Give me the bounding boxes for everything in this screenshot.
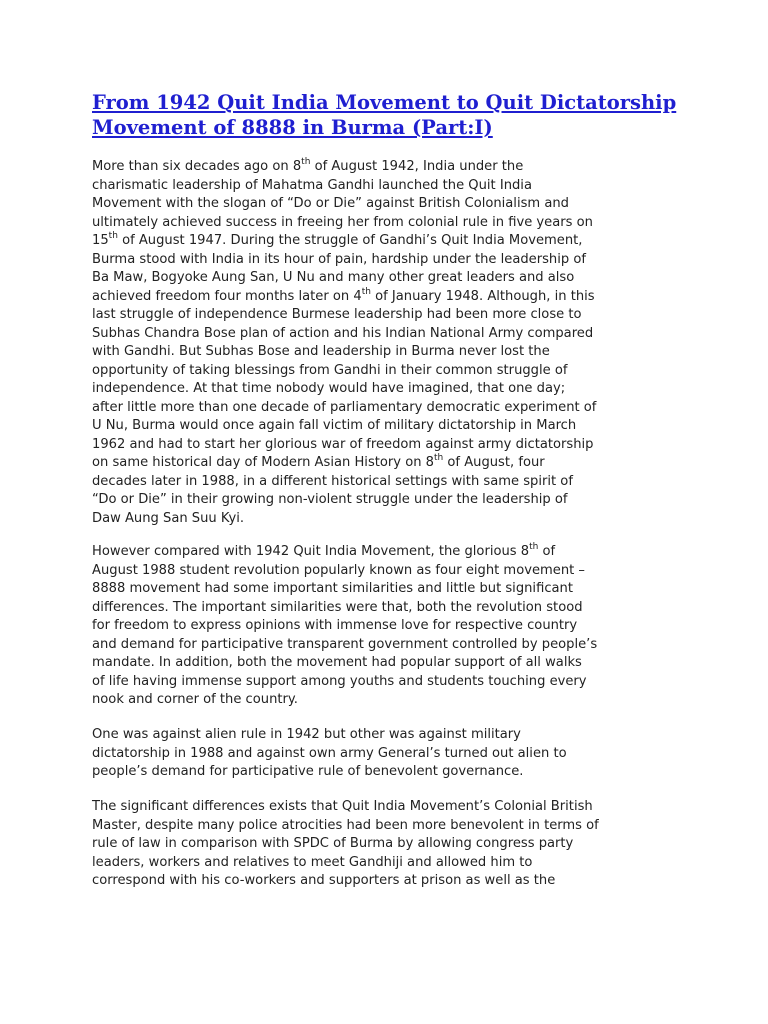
superscript: th xyxy=(434,453,444,463)
text-line: U Nu, Burma would once again fall victim of military dictatorship in March xyxy=(92,418,577,433)
text-line: opportunity of taking blessings from Gandhi in their common struggle of xyxy=(92,362,568,378)
text-line: charismatic leadership of Mahatma Gandhi launched the Quit India xyxy=(92,177,532,193)
text-line: achieved freedom four months later on 4th of January 1948. Although, in this xyxy=(92,286,595,304)
text-line: The significant differences exists that Quit India Movement’s Colonial British xyxy=(92,799,593,814)
paragraph-4 xyxy=(92,798,599,891)
text-line: Movement with the slogan of “Do or Die” against British Colonialism and xyxy=(92,196,569,211)
text-line: More than six decades ago on 8th of August 1942, India under the xyxy=(92,157,524,174)
text-line: 15th of August 1947. During the struggle of Gandhi’s Quit India Movement, xyxy=(92,231,583,248)
superscript: th xyxy=(108,231,118,241)
title-line: From 1942 Quit India Movement to Quit Dictatorship xyxy=(92,91,677,114)
text-line: ultimately achieved success in freeing her from colonial rule in five years on xyxy=(92,214,593,230)
text-line: independence. At that time nobody would have imagined, that one day; xyxy=(92,381,566,396)
paragraph-1 xyxy=(92,158,596,528)
text-line: differences. The important similarities were that, both the revolution stood xyxy=(92,599,583,615)
text-line: However compared with 1942 Quit India Movement, the glorious 8th of xyxy=(92,542,556,559)
text-line: 1962 and had to start her glorious war of freedom against army dictatorship xyxy=(92,436,594,452)
text-line: “Do or Die” in their growing non-violent struggle under the leadership of xyxy=(92,492,568,507)
superscript: th xyxy=(361,286,371,297)
title-line: Movement of 8888 in Burma (Part:I) xyxy=(92,116,493,139)
text-line: people’s demand for participative rule of benevolent governance. xyxy=(92,764,524,779)
text-line: nook and corner of the country. xyxy=(92,692,298,707)
text-line: One was against alien rule in 1942 but other was against military xyxy=(92,727,521,742)
text-line: August 1988 student revolution popularly known as four eight movement – xyxy=(92,562,585,578)
text-line: Subhas Chandra Bose plan of action and his Indian National Army compared xyxy=(92,325,594,341)
text-line: last struggle of independence Burmese leadership had been more close to xyxy=(92,307,582,322)
text-line: Daw Aung San Suu Kyi. xyxy=(92,510,245,526)
text-line: decades later in 1988, in a different historical settings with same spirit of xyxy=(92,473,573,489)
text-line: on same historical day of Modern Asian History on 8th of August, four xyxy=(92,453,545,470)
text-line: after little more than one decade of parliamentary democratic experiment of xyxy=(92,399,597,415)
text-line: Burma stood with India in its hour of pain, hardship under the leadership of xyxy=(92,251,586,267)
article-title-link[interactable] xyxy=(92,90,712,140)
text-line: and demand for participative transparent government controlled by people’s xyxy=(92,636,598,652)
text-line: dictatorship in 1988 and against own army General’s turned out alien to xyxy=(92,745,567,761)
superscript: th xyxy=(301,157,311,167)
text-line: Master, despite many police atrocities had been more benevolent in terms of xyxy=(92,817,599,833)
paragraph-2 xyxy=(92,543,597,710)
text-line: leaders, workers and relatives to meet Gandhiji and allowed him to xyxy=(92,854,533,870)
text-line: correspond with his co-workers and supporters at prison as well as the xyxy=(92,873,556,888)
text-line: for freedom to express opinions with immense love for respective country xyxy=(92,618,578,633)
text-line: mandate. In addition, both the movement had popular support of all walks xyxy=(92,655,582,670)
text-line: rule of law in comparison with SPDC of Burma by allowing congress party xyxy=(92,836,574,851)
text-line: 8888 movement had some important similarities and little but significant xyxy=(92,581,573,596)
superscript: th xyxy=(529,542,539,552)
text-line: Ba Maw, Bogyoke Aung San, U Nu and many other great leaders and also xyxy=(92,270,575,285)
text-line: of life having immense support among youths and students touching every xyxy=(92,673,587,689)
text-line: with Gandhi. But Subhas Bose and leadership in Burma never lost the xyxy=(92,344,550,359)
paragraph-3 xyxy=(92,726,567,782)
